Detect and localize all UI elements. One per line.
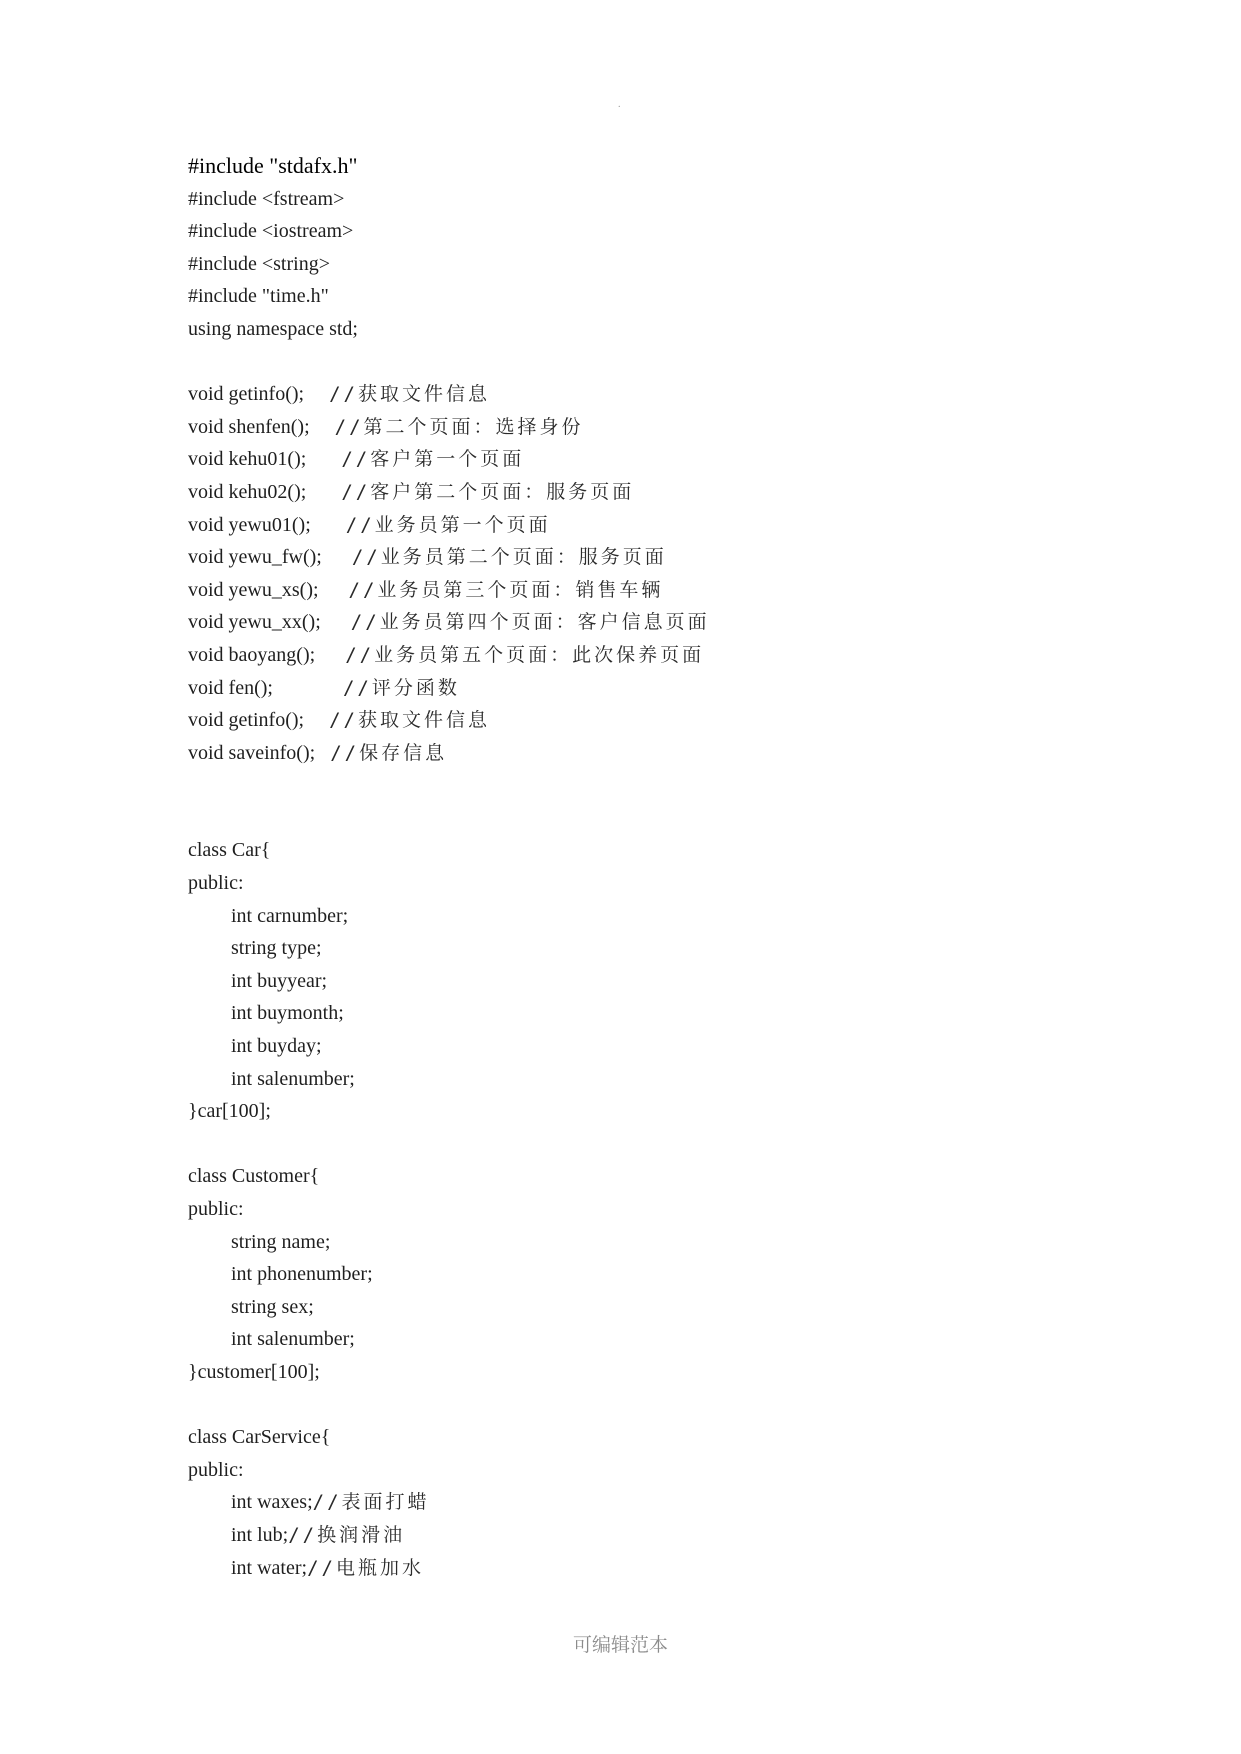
declaration-comment: //客户第一个页面 — [341, 448, 525, 471]
declaration-comment: //第二个页面：选择身份 — [334, 415, 584, 438]
declaration-comment: //业务员第三个页面：销售车辆 — [348, 578, 664, 601]
class-car-member: int buyyear; — [231, 969, 328, 992]
class-car-member: int buyday; — [231, 1035, 322, 1058]
blank-line — [188, 346, 1088, 379]
declaration-code: void yewu_fw(); — [188, 546, 322, 569]
declaration-line — [188, 509, 1088, 542]
declaration-line — [188, 443, 1088, 476]
declaration-line — [188, 411, 1088, 444]
class-customer-member: string sex; — [231, 1295, 314, 1318]
declaration-code: void kehu01(); — [188, 448, 307, 471]
declaration-comment: //业务员第一个页面 — [345, 513, 551, 536]
declaration-comment: //业务员第二个页面：服务页面 — [351, 546, 667, 569]
declaration-comment: //评分函数 — [342, 676, 460, 699]
declaration-pad — [310, 416, 335, 438]
header-dot: . — [618, 99, 621, 110]
class-car-member: string type; — [231, 937, 322, 960]
class-customer-member: int phonenumber; — [231, 1263, 373, 1286]
declaration-pad — [304, 383, 329, 405]
include-line: #include <string> — [188, 252, 330, 275]
declaration-code: void yewu01(); — [188, 513, 311, 536]
class-carservice-member — [188, 1519, 1088, 1552]
class-car-member: int buymonth; — [231, 1002, 344, 1025]
declaration-code: void yewu_xx(); — [188, 611, 321, 634]
class-carservice-member — [188, 1486, 1088, 1519]
declaration-code: void getinfo(); — [188, 709, 305, 732]
class-customer-head: class Customer{ — [188, 1165, 320, 1188]
declaration-code: void getinfo(); — [188, 383, 305, 406]
declaration-line — [188, 737, 1088, 770]
declaration-line — [188, 541, 1088, 574]
declaration-line — [188, 672, 1088, 705]
blank-line — [188, 769, 1088, 834]
member-comment: //电瓶加水 — [307, 1556, 424, 1579]
declaration-pad — [315, 644, 345, 666]
declaration-code: void baoyang(); — [188, 643, 316, 666]
declaration-code: void shenfen(); — [188, 415, 310, 438]
include-line: #include <iostream> — [188, 220, 354, 243]
using-namespace-line: using namespace std; — [188, 317, 358, 340]
declaration-comment: //客户第二个页面：服务页面 — [341, 480, 635, 503]
declaration-code: void saveinfo(); — [188, 741, 316, 764]
member-comment: //表面打蜡 — [312, 1491, 430, 1514]
declaration-line — [188, 639, 1088, 672]
blank-line — [188, 1128, 1088, 1161]
include-line: #include "stdafx.h" — [188, 153, 358, 178]
declaration-line — [188, 476, 1088, 509]
member-comment: //换润滑油 — [288, 1523, 406, 1546]
class-customer-tail: }customer[100]; — [188, 1360, 320, 1383]
declaration-line — [188, 606, 1088, 639]
include-line: #include <fstream> — [188, 187, 345, 210]
declaration-code: void yewu_xs(); — [188, 578, 319, 601]
declaration-line — [188, 378, 1088, 411]
declaration-code: void kehu02(); — [188, 480, 307, 503]
code-listing — [188, 150, 1088, 1584]
class-carservice-head: class CarService{ — [188, 1426, 331, 1449]
declaration-pad — [319, 579, 349, 601]
declaration-pad — [304, 709, 329, 731]
class-car-member: int carnumber; — [231, 904, 349, 927]
declaration-pad — [273, 677, 343, 699]
class-car-tail: }car[100]; — [188, 1100, 271, 1123]
member-code: int water; — [231, 1556, 308, 1579]
declaration-pad — [321, 611, 351, 633]
page-footer: 可编辑范本 — [572, 1634, 668, 1656]
include-line: #include "time.h" — [188, 285, 329, 308]
declaration-line — [188, 574, 1088, 607]
class-car-access: public: — [188, 872, 244, 895]
declaration-comment: //业务员第四个页面：客户信息页面 — [350, 611, 710, 634]
declaration-pad — [306, 481, 341, 503]
declaration-comment: //保存信息 — [330, 741, 448, 764]
declaration-comment: //获取文件信息 — [329, 709, 490, 732]
declaration-pad — [322, 546, 352, 568]
member-code: int lub; — [231, 1523, 289, 1546]
class-carservice-member — [188, 1552, 1088, 1585]
declaration-pad — [306, 448, 341, 470]
declaration-pad — [315, 742, 330, 764]
member-code: int waxes; — [231, 1491, 313, 1514]
class-customer-access: public: — [188, 1198, 244, 1220]
class-car-head: class Car{ — [188, 839, 271, 862]
declaration-code: void fen(); — [188, 676, 273, 699]
class-customer-member: string name; — [231, 1230, 331, 1253]
declaration-pad — [311, 514, 346, 536]
declaration-comment: //获取文件信息 — [329, 383, 490, 406]
class-customer-member: int salenumber; — [231, 1328, 355, 1351]
declaration-comment: //业务员第五个页面：此次保养页面 — [345, 643, 705, 666]
declaration-line — [188, 704, 1088, 737]
blank-line — [188, 1389, 1088, 1422]
class-car-member: int salenumber; — [231, 1067, 355, 1090]
class-carservice-access: public: — [188, 1458, 244, 1481]
